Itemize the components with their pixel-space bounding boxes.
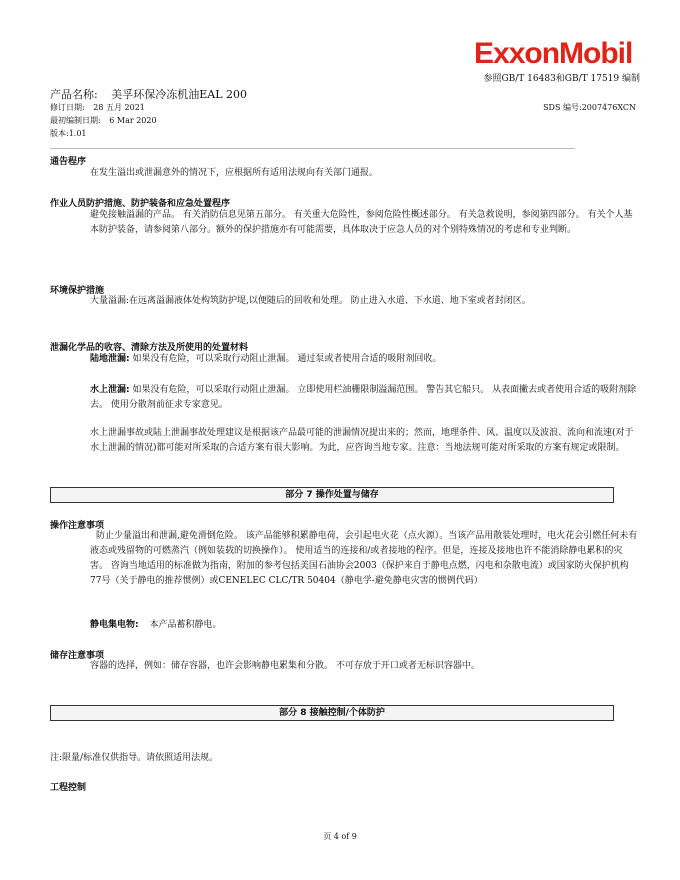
- notification-text: 在发生溢出或泄漏意外的情况下，应根据所有适用法规向有关部门通报。: [90, 168, 379, 178]
- static-accumulator-label: 静电集电物:: [90, 620, 139, 630]
- sds-number: 2007476XCN: [581, 103, 636, 112]
- limits-note: 注:限量/标准仅供指导。请依照适用法规。: [50, 753, 219, 763]
- first-edit-date-line: [50, 115, 157, 126]
- revision-date: 28 五月 2021: [93, 103, 145, 112]
- personal-precautions-heading: 作业人员防护措施、防护装备和应急处置程序: [50, 199, 231, 209]
- spill-advice-text: 水上泄漏事故或陆上泄漏事故处理建议是根据该产品最可能的泄漏情况提出来的；然而，地理条件、风、温度以及波浪、流向和流速(对于水上泄漏的情况)都可能对所采取的合适方案有很大影响。为此，应咨询当地专家。注意：当地法规可能对所采取的方案有规定或限制。: [90, 428, 634, 453]
- land-spill-text: 如果没有危险，可以采取行动阻止泄漏。 通过泵或者使用合适的吸附剂回收。: [132, 354, 442, 364]
- water-spill-paragraph: [90, 383, 640, 413]
- section-7-header: 部分 7 操作处置与储存: [50, 487, 614, 503]
- sds-number-line: [543, 102, 636, 113]
- personal-precautions-text: 避免接触溢漏的产品。 有关消防信息见第五部分。 有关重大危险性，参阅危险性概述部分。 有关急救说明，参阅第四部分。 有关个人基本防护装备，请参阅第八部分。额外的保护措施亦有可能需要，具体取决于应急人员的对个别特殊情况的考虑和专业判断。: [90, 210, 633, 235]
- product-name: 美孚环保冷冻机油EAL 200: [111, 88, 247, 101]
- land-spill-paragraph: [90, 352, 640, 367]
- storage-heading: 储存注意事项: [50, 651, 105, 661]
- product-label: 产品名称:: [50, 88, 98, 101]
- first-edit-date: 6 Mar 2020: [109, 116, 157, 125]
- section-8-header: 部分 8 接触控制/个体防护: [50, 705, 614, 721]
- page-number: 页 4 of 9: [323, 832, 357, 841]
- revision-label: 修订日期:: [50, 103, 85, 112]
- header-divider: [50, 148, 575, 149]
- static-accumulator-line: [90, 618, 640, 633]
- land-spill-label: 陆地泄漏:: [90, 354, 130, 364]
- exxonmobil-logo: [470, 34, 640, 70]
- handling-text: 防止少量溢出和泄漏,避免滑倒危险。 该产品能够积累静电荷，会引起电火花（点火源）。当该产品用散装处理时，电火花会引燃任何未有液态或残留物的可燃蒸汽（例如装载的切换操作）。 使用适当的连接和/或者接地的程序。但是，连接及接地也许不能消除静电累积的灾害。 咨询当地适用的标准做为指南，附加的参考包括美国石油协会2003（保护来自于静电点燃，闪电和杂散电流）或国家防火保护机构77号（关于静电的推荐惯例）或CENELEC CLC/TR 50404（静电学-避免静电灾害的惯例代码）: [90, 531, 638, 586]
- cleanup-heading: 泄漏化学品的收容、清除方法及所使用的处置材料: [50, 343, 249, 353]
- environmental-heading: 环境保护措施: [50, 286, 105, 296]
- version-value: 1.01: [68, 129, 87, 138]
- environmental-text: 大量溢漏:在远离溢漏液体处构筑防护堤,以便随后的回收和处理。 防止进入水道、下水道、地下室或者封闭区。: [90, 296, 531, 306]
- revision-date-line: [50, 102, 145, 113]
- water-spill-text: 如果没有危险，可以采取行动阻止泄漏。 立即使用栏油栅限制溢漏范围。 警告其它船只。 从表面撇去或者使用合适的吸附剂除去。 使用分散剂前征求专家意见。: [90, 385, 637, 410]
- engineering-controls-heading: 工程控制: [50, 783, 87, 793]
- notification-heading: 通告程序: [50, 157, 87, 167]
- sds-label: SDS 编号:: [543, 103, 582, 112]
- logo-text: ExxonMobil: [474, 37, 633, 70]
- version-label: 版本:: [50, 129, 69, 138]
- version-line: [50, 128, 87, 139]
- static-accumulator-text: 本产品蓄积静电。: [149, 620, 222, 630]
- first-edit-label: 最初编制日期:: [50, 116, 101, 125]
- handling-heading: 操作注意事项: [50, 521, 105, 531]
- storage-text: 容器的选择，例如：储存容器，也许会影响静电累集和分散。 不可存放于开口或者无标识容器中。: [90, 661, 480, 671]
- product-name-line: [50, 86, 247, 102]
- standard-reference: 参照GB/T 16483和GB/T 17519 编制: [483, 74, 640, 84]
- water-spill-label: 水上泄漏:: [90, 385, 130, 395]
